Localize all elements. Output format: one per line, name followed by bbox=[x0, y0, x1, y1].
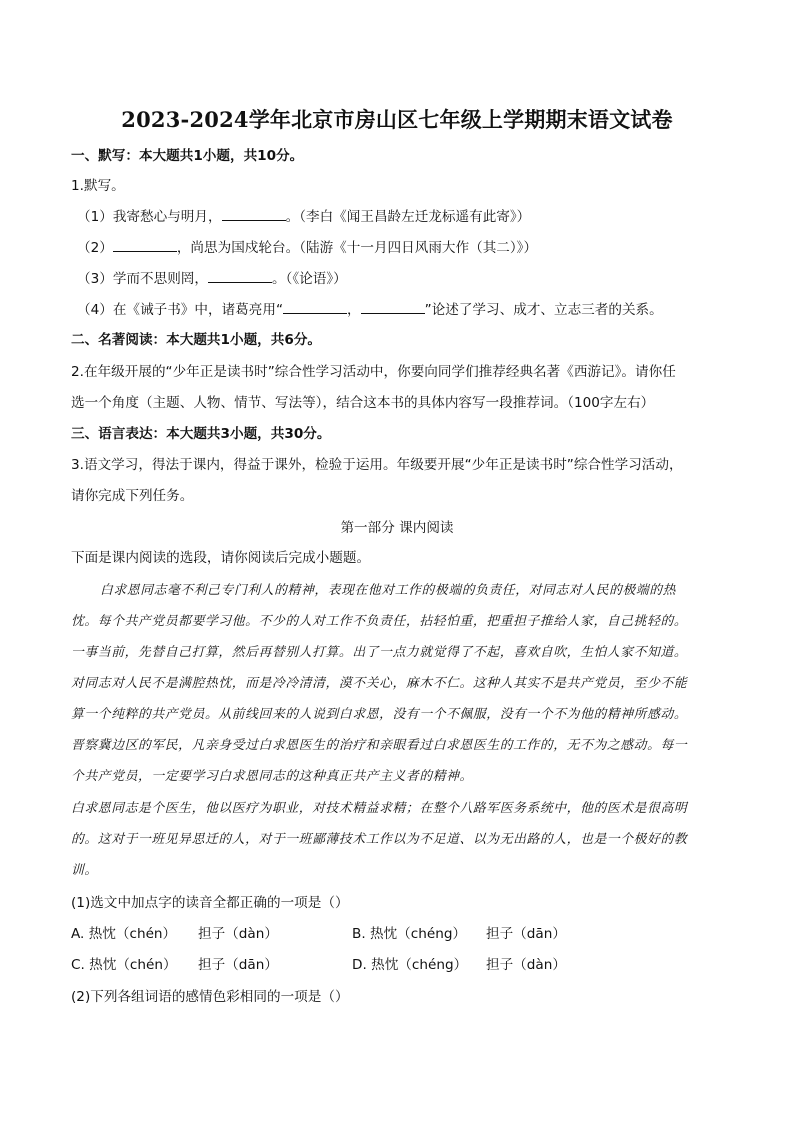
item-4-prefix: （4）在《诫子书》中，诸葛亮用“ bbox=[77, 302, 284, 318]
option-a-part-2: 担子（dàn） bbox=[198, 926, 278, 942]
item-3-suffix: 。（《论语》） bbox=[272, 271, 347, 287]
question-1-item-3 bbox=[77, 268, 732, 289]
passage-line: 晋察冀边区的军民，凡亲身受过白求恩医生的治疗和亲眼看过白求恩医生的工作的，无不为之感动。每一 bbox=[71, 738, 688, 753]
answer-blank bbox=[361, 299, 425, 314]
passage-line: 训。 bbox=[71, 863, 98, 878]
item-3-prefix: （3）学而不思则罔， bbox=[77, 271, 208, 287]
item-2-prefix: （2） bbox=[77, 240, 113, 256]
option-c-part-1: C. 热忱（chén） bbox=[71, 957, 177, 973]
question-1-item-4 bbox=[77, 299, 732, 320]
option-d-part-1: D. 热忱（chéng） bbox=[352, 957, 468, 973]
section-3-heading bbox=[71, 424, 726, 444]
option-c-part-2: 担子（dān） bbox=[198, 957, 278, 973]
answer-blank bbox=[222, 206, 286, 221]
answer-blank bbox=[208, 268, 272, 283]
passage-line: 一事当前，先替自己打算，然后再替别人打算。出了一点力就觉得了不起，喜欢自吹，生怕人家不知道。 bbox=[71, 645, 688, 660]
section-2-heading bbox=[71, 330, 726, 350]
reading-intro: 下面是课内阅读的选段，请你阅读后完成小题题。 bbox=[71, 550, 371, 566]
question-1-item-1 bbox=[77, 206, 732, 227]
question-2-line-1: 2.在年级开展的“少年正是读书时”综合性学习活动中，你要向同学们推荐经典名著《西游记》。请你任 bbox=[71, 364, 676, 380]
answer-blank bbox=[113, 237, 177, 252]
item-2-suffix: ，尚思为国戍轮台。（陆游《十一月四日风雨大作（其二）》） bbox=[176, 240, 538, 256]
passage-line: 的。这对于一班见异思迁的人，对于一班鄙薄技术工作以为不足道、以为无出路的人，也是一个极好的教 bbox=[71, 832, 688, 847]
item-1-prefix: （1）我寄愁心与明月， bbox=[77, 209, 222, 225]
passage-line: 算一个纯粹的共产党员。从前线回来的人说到白求恩，没有一个不佩服，没有一个不为他的精神所感动。 bbox=[71, 707, 688, 722]
item-4-suffix: ”论述了学习、成才、立志三者的关系。 bbox=[424, 302, 663, 318]
answer-blank bbox=[283, 299, 347, 314]
passage-line: 忱。每个共产党员都要学习他。不少的人对工作不负责任，拈轻怕重，把重担子推给人家，自己挑轻的。 bbox=[71, 614, 688, 629]
option-d-part-2: 担子（dàn） bbox=[486, 957, 566, 973]
option-a-part-1: A. 热忱（chén） bbox=[71, 926, 177, 942]
passage-line: 白求恩同志毫不利己专门利人的精神，表现在他对工作的极端的负责任，对同志对人民的极端的热 bbox=[100, 583, 677, 598]
question-1-item-2 bbox=[77, 237, 732, 258]
passage-line: 白求恩同志是个医生，他以医疗为职业，对技术精益求精；在整个八路军医务系统中，他的医术是很高明 bbox=[71, 801, 688, 816]
question-3-line-2: 请你完成下列任务。 bbox=[71, 488, 194, 504]
question-2-line-2: 选一个角度（主题、人物、情节、写法等），结合这本书的具体内容写一段推荐词。（100字左右） bbox=[71, 395, 655, 411]
part-heading: 第一部分 课内阅读 bbox=[340, 520, 454, 536]
passage-line: 对同志对人民不是满腔热忱，而是冷冷清清，漠不关心，麻木不仁。这种人其实不是共产党员，至少不能 bbox=[71, 676, 688, 691]
section-1-heading bbox=[71, 146, 726, 166]
section-2-heading-text: 二、名著阅读：本大题共1小题，共6分。 bbox=[71, 332, 322, 348]
section-1-heading-text: 一、默写：本大题共1小题，共10分。 bbox=[71, 148, 304, 164]
section-3-heading-text: 三、语言表达：本大题共3小题，共30分。 bbox=[71, 426, 331, 442]
sub-question-1: (1)选文中加点字的读音全都正确的一项是（） bbox=[71, 895, 349, 911]
exam-title: 2023-2024学年北京市房山区七年级上学期期末语文试卷 bbox=[121, 107, 673, 132]
question-1: 1.默写。 bbox=[71, 178, 125, 194]
sub-question-2: (2)下列各组词语的感情色彩相同的一项是（） bbox=[71, 989, 349, 1005]
question-3-line-1: 3.语文学习，得法于课内，得益于课外，检验于运用。年级要开展“少年正是读书时”综合性学习活动， bbox=[71, 457, 683, 473]
option-b-part-2: 担子（dān） bbox=[486, 926, 566, 942]
item-4-comma: ， bbox=[347, 302, 361, 318]
option-b-part-1: B. 热忱（chéng） bbox=[352, 926, 467, 942]
passage-line: 个共产党员，一定要学习白求恩同志的这种真正共产主义者的精神。 bbox=[71, 769, 473, 784]
item-1-suffix: 。（李白《闻王昌龄左迁龙标遥有此寄》） bbox=[285, 209, 531, 225]
